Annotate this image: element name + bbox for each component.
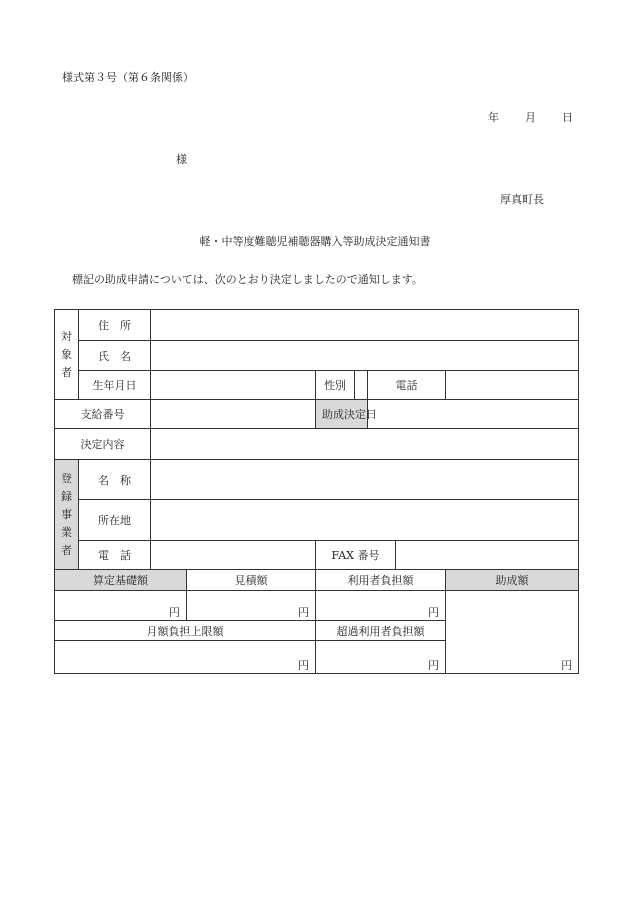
decision-date-label: 助成決定日: [316, 400, 368, 429]
monthly-limit-label: 月額負担上限額: [55, 621, 316, 641]
table-row: [55, 429, 579, 460]
biz-location-label: 所在地: [79, 500, 151, 541]
table-row: [55, 570, 579, 591]
subsidy-field[interactable]: 円: [446, 591, 579, 674]
payment-number-label: 支給番号: [55, 400, 151, 429]
biz-phone-field[interactable]: [151, 541, 316, 570]
name-field[interactable]: [151, 341, 579, 371]
biz-name-field[interactable]: [151, 460, 579, 500]
table-row: [55, 591, 579, 621]
date-month: 月: [525, 111, 536, 124]
biz-phone-label: 電 話: [79, 541, 151, 570]
decision-date-field[interactable]: [368, 400, 579, 429]
intro-text: 標記の助成申請については、次のとおり決定しましたので通知します。: [72, 273, 423, 286]
calc-base-label: 算定基礎額: [55, 570, 187, 591]
table-row: [55, 500, 579, 541]
date-line: [488, 109, 573, 125]
decision-content-label: 決定内容: [55, 429, 151, 460]
date-day: 日: [562, 111, 573, 124]
calc-base-field[interactable]: 円: [55, 591, 187, 621]
biz-name-label: 名 称: [79, 460, 151, 500]
payment-number-field[interactable]: [151, 400, 316, 429]
table-row: [55, 460, 579, 500]
sender: 厚真町長: [500, 193, 544, 206]
subsidy-label: 助成額: [446, 570, 579, 591]
phone-field[interactable]: [446, 371, 579, 400]
table-row: [55, 371, 579, 400]
birthdate-field[interactable]: [151, 371, 316, 400]
form-number: 様式第３号（第６条関係）: [62, 71, 194, 84]
business-group-label: 登 録 事 業 者: [55, 460, 79, 570]
biz-fax-field[interactable]: [396, 541, 579, 570]
addressee-suffix: 様: [176, 153, 187, 166]
table-row: [55, 310, 579, 341]
estimate-label: 見積額: [187, 570, 316, 591]
biz-fax-label: FAX 番号: [316, 541, 396, 570]
table-row: [55, 341, 579, 371]
date-year: 年: [488, 111, 499, 124]
user-burden-label: 利用者負担額: [316, 570, 446, 591]
excess-burden-field[interactable]: 円: [316, 641, 446, 674]
sex-field[interactable]: [355, 371, 368, 400]
user-burden-field[interactable]: 円: [316, 591, 446, 621]
name-label: 氏 名: [79, 341, 151, 371]
phone-label: 電話: [368, 371, 446, 400]
sex-label: 性別: [316, 371, 355, 400]
document-title: 軽・中等度難聴児補聴器購入等助成決定通知書: [199, 235, 431, 248]
excess-burden-label: 超過利用者負担額: [316, 621, 446, 641]
decision-content-field[interactable]: [151, 429, 579, 460]
address-label: 住 所: [79, 310, 151, 341]
address-field[interactable]: [151, 310, 579, 341]
estimate-field[interactable]: 円: [187, 591, 316, 621]
subject-group-label: 対 象 者: [55, 310, 79, 400]
table-row: [55, 541, 579, 570]
birthdate-label: 生年月日: [79, 371, 151, 400]
application-table: [54, 309, 579, 674]
biz-location-field[interactable]: [151, 500, 579, 541]
table-row: [55, 400, 579, 429]
monthly-limit-field[interactable]: 円: [55, 641, 316, 674]
